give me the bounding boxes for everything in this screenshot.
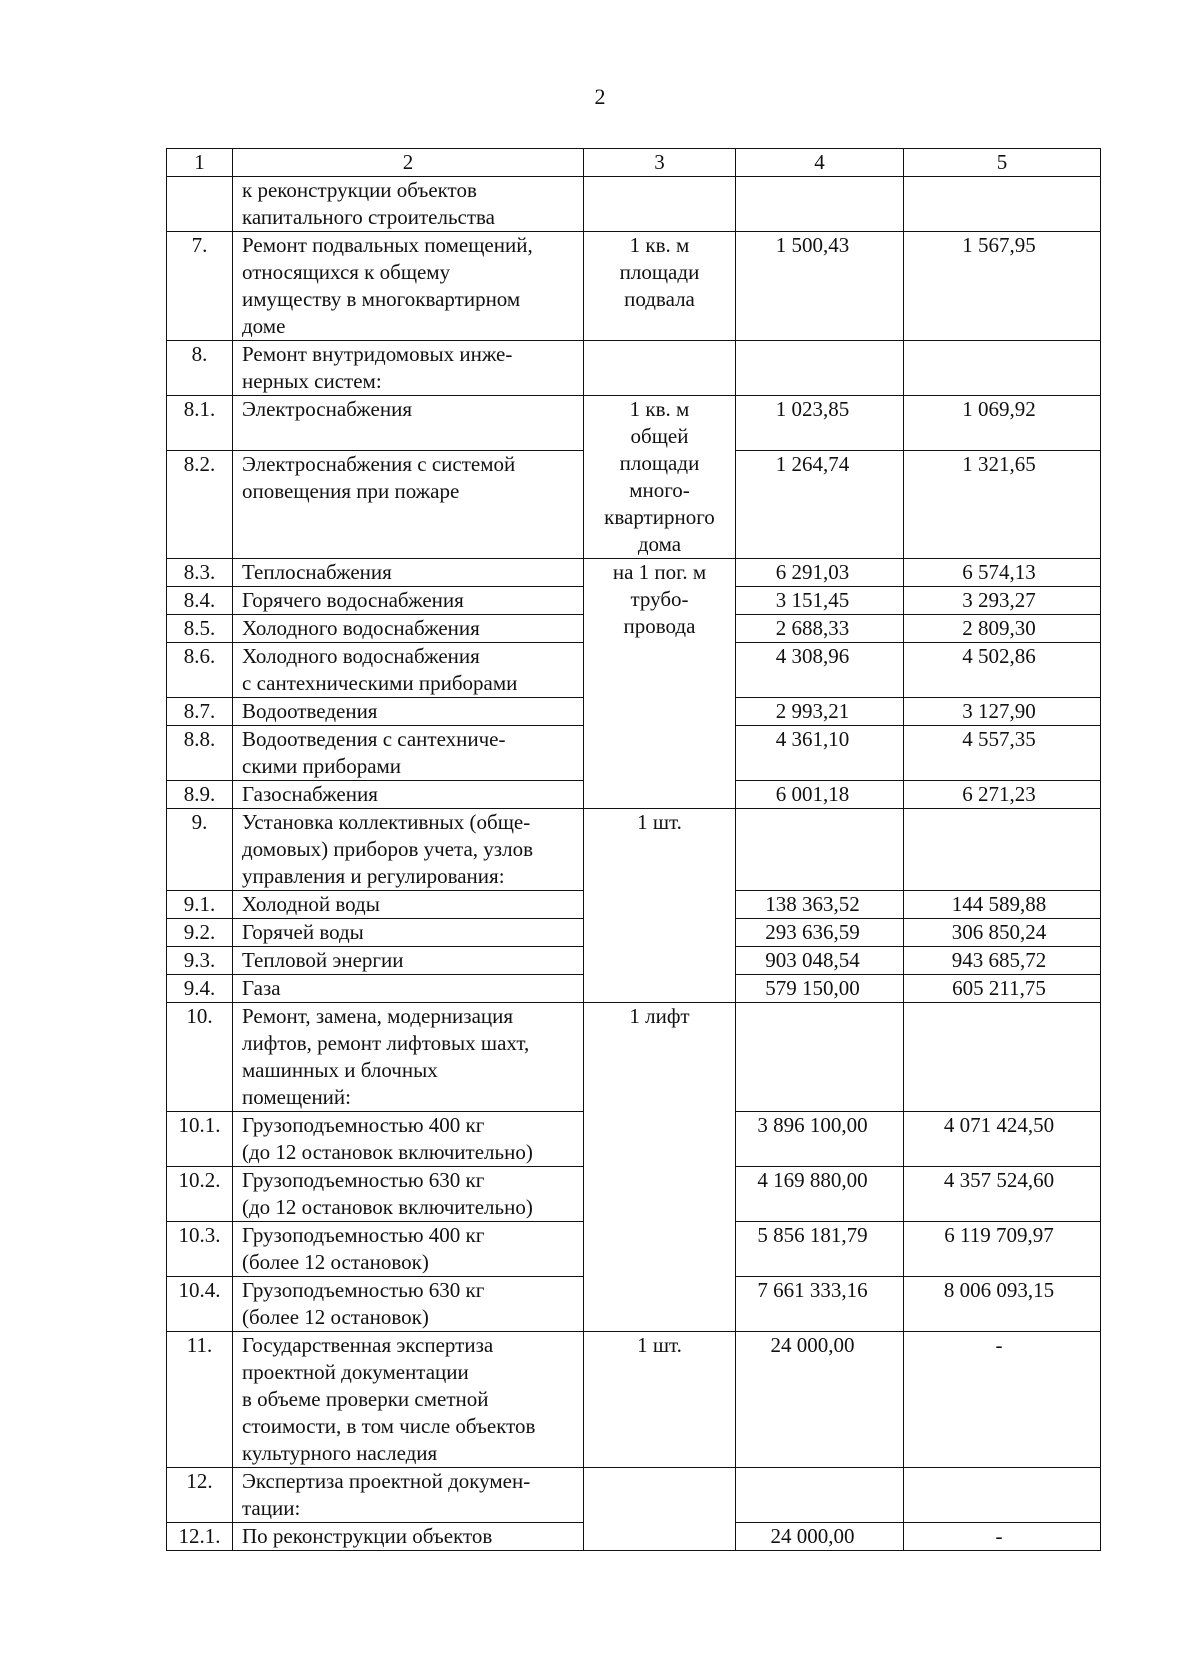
- unit-line: 1 кв. м: [629, 233, 690, 257]
- description-line: домовых) приборов учета, узлов: [242, 837, 533, 861]
- row-number: 8.6.: [167, 643, 233, 698]
- price-col4: 4 308,96: [736, 643, 904, 698]
- row-description: [233, 698, 584, 726]
- unit-cell: [584, 1003, 736, 1332]
- price-col5: [904, 177, 1101, 232]
- price-col5: [904, 1003, 1101, 1112]
- row-number: 11.: [167, 1332, 233, 1468]
- row-description: [233, 1112, 584, 1167]
- description-line: имуществу в многоквартирном: [242, 287, 521, 311]
- price-col5: 1 069,92: [904, 396, 1101, 451]
- unit-line: провода: [623, 614, 696, 638]
- description-line: (до 12 остановок включительно): [242, 1195, 533, 1219]
- price-col4: 6 291,03: [736, 559, 904, 587]
- row-number: 8.5.: [167, 615, 233, 643]
- price-col4: [736, 177, 904, 232]
- row-number: 10.: [167, 1003, 233, 1112]
- price-col5: [904, 341, 1101, 396]
- row-number: 10.4.: [167, 1277, 233, 1332]
- price-col5: 4 502,86: [904, 643, 1101, 698]
- row-number: 8.3.: [167, 559, 233, 587]
- price-col5: 8 006 093,15: [904, 1277, 1101, 1332]
- row-number: 9.1.: [167, 891, 233, 919]
- price-col5: [904, 1468, 1101, 1523]
- description-line: Государственная экспертиза: [242, 1333, 494, 1357]
- price-col4: 5 856 181,79: [736, 1222, 904, 1277]
- row-description: [233, 1523, 584, 1551]
- description-line: Грузоподъемностью 630 кг: [242, 1168, 485, 1192]
- header-row: [167, 149, 1101, 177]
- price-col5: 2 809,30: [904, 615, 1101, 643]
- tariff-table: [166, 148, 1101, 1551]
- table-row: [167, 1003, 1101, 1112]
- row-description: [233, 1468, 584, 1523]
- description-line: помещений:: [242, 1085, 351, 1109]
- price-col4: 1 023,85: [736, 396, 904, 451]
- header-cell: 3: [584, 149, 736, 177]
- row-number: 12.: [167, 1468, 233, 1523]
- unit-line: 1 кв. м: [629, 397, 690, 421]
- description-line: Экспертиза проектной докумен-: [242, 1469, 531, 1493]
- description-line: управления и регулирования:: [242, 864, 505, 888]
- price-col5: 605 211,75: [904, 975, 1101, 1003]
- row-number: 7.: [167, 232, 233, 341]
- description-line: капитального строительства: [242, 205, 495, 229]
- row-description: [233, 919, 584, 947]
- unit-cell: [584, 1332, 736, 1468]
- row-number: 10.1.: [167, 1112, 233, 1167]
- price-col5: 4 357 524,60: [904, 1167, 1101, 1222]
- row-number: [167, 177, 233, 232]
- price-col5: 3 127,90: [904, 698, 1101, 726]
- unit-cell: [584, 1468, 736, 1551]
- unit-line: 1 шт.: [637, 810, 682, 834]
- row-description: [233, 643, 584, 698]
- price-col5: 6 574,13: [904, 559, 1101, 587]
- price-col4: 4 169 880,00: [736, 1167, 904, 1222]
- description-line: оповещения при пожаре: [242, 478, 460, 503]
- unit-line: много-: [629, 478, 690, 502]
- row-description: [233, 177, 584, 232]
- price-col5: -: [904, 1332, 1101, 1468]
- description-line: По реконструкции объектов: [242, 1524, 493, 1548]
- row-description: [233, 232, 584, 341]
- row-number: 8.: [167, 341, 233, 396]
- unit-cell: [584, 232, 736, 341]
- description-line: Водоотведения с сантехниче-: [242, 727, 506, 751]
- price-col5: 1 567,95: [904, 232, 1101, 341]
- row-number: 9.3.: [167, 947, 233, 975]
- header-cell: 5: [904, 149, 1101, 177]
- description-line: скими приборами: [242, 754, 402, 778]
- description-line: стоимости, в том числе объектов: [242, 1414, 536, 1438]
- price-col4: 3 151,45: [736, 587, 904, 615]
- row-number: 8.9.: [167, 781, 233, 809]
- price-col5: 144 589,88: [904, 891, 1101, 919]
- header-cell: 2: [233, 149, 584, 177]
- unit-line: площади: [619, 260, 700, 284]
- unit-cell: [584, 341, 736, 396]
- description-line: Электроснабжения: [242, 397, 412, 421]
- unit-line: 1 шт.: [637, 1333, 682, 1357]
- description-line: проектной документации: [242, 1360, 469, 1384]
- unit-line: подвала: [624, 287, 695, 311]
- price-col4: 2 993,21: [736, 698, 904, 726]
- row-description: [233, 1277, 584, 1332]
- row-description: [233, 726, 584, 781]
- description-line: Горячей воды: [242, 920, 364, 944]
- unit-line: площади: [619, 451, 700, 475]
- price-col4: 903 048,54: [736, 947, 904, 975]
- row-number: 9.: [167, 809, 233, 891]
- description-line: Холодного водоснабжения: [242, 644, 480, 668]
- unit-line: трубо-: [630, 587, 689, 611]
- price-col4: 6 001,18: [736, 781, 904, 809]
- description-line: (более 12 остановок): [242, 1305, 429, 1329]
- row-description: [233, 1003, 584, 1112]
- description-line: Ремонт подвальных помещений,: [242, 233, 533, 257]
- row-description: [233, 341, 584, 396]
- unit-cell: [584, 177, 736, 232]
- page-number: 2: [594, 84, 606, 109]
- price-col4: 1 264,74: [736, 450, 904, 558]
- price-col5: 943 685,72: [904, 947, 1101, 975]
- row-description: [233, 947, 584, 975]
- row-description: [233, 1222, 584, 1277]
- price-col4: [736, 341, 904, 396]
- price-col5: 4 557,35: [904, 726, 1101, 781]
- row-number: 8.8.: [167, 726, 233, 781]
- description-line: Грузоподъемностью 400 кг: [242, 1113, 485, 1137]
- description-line: Ремонт внутридомовых инже-: [242, 342, 513, 366]
- price-col4: 138 363,52: [736, 891, 904, 919]
- header-cell: 1: [167, 149, 233, 177]
- table-row: [167, 341, 1101, 396]
- unit-cell: [584, 559, 736, 809]
- row-description: [233, 1167, 584, 1222]
- unit-line: квартирного: [604, 505, 715, 529]
- row-description: [233, 891, 584, 919]
- row-description: [233, 587, 584, 615]
- unit-cell: [584, 809, 736, 1003]
- table-row: [167, 559, 1101, 587]
- description-line: тации:: [242, 1496, 301, 1520]
- table-row: [167, 809, 1101, 891]
- description-line: доме: [242, 314, 286, 338]
- price-col5: 1 321,65: [904, 450, 1101, 558]
- description-line: (более 12 остановок): [242, 1250, 429, 1274]
- row-number: 9.4.: [167, 975, 233, 1003]
- price-col5: 306 850,24: [904, 919, 1101, 947]
- table-row: [167, 177, 1101, 232]
- price-col4: 293 636,59: [736, 919, 904, 947]
- row-number: 9.2.: [167, 919, 233, 947]
- description-line: Холодной воды: [242, 892, 380, 916]
- price-col4: 579 150,00: [736, 975, 904, 1003]
- description-line: культурного наследия: [242, 1441, 438, 1465]
- price-col4: [736, 1003, 904, 1112]
- description-line: Холодного водоснабжения: [242, 616, 480, 640]
- table-row: [167, 1332, 1101, 1468]
- description-line: Электроснабжения с системой: [242, 451, 516, 476]
- header-cell: 4: [736, 149, 904, 177]
- price-col4: 3 896 100,00: [736, 1112, 904, 1167]
- row-number: 10.3.: [167, 1222, 233, 1277]
- price-col4: 1 500,43: [736, 232, 904, 341]
- description-line: (до 12 остановок включительно): [242, 1140, 533, 1164]
- price-col4: 7 661 333,16: [736, 1277, 904, 1332]
- unit-line: на 1 пог. м: [612, 560, 707, 584]
- row-description: [233, 615, 584, 643]
- description-line: Установка коллективных (обще-: [242, 810, 531, 834]
- unit-line: дома: [637, 532, 682, 556]
- row-number: 8.1.: [167, 396, 233, 451]
- description-line: относящихся к общему: [242, 260, 451, 284]
- description-line: лифтов, ремонт лифтовых шахт,: [242, 1031, 530, 1055]
- description-line: нерных систем:: [242, 369, 382, 393]
- row-number: 8.7.: [167, 698, 233, 726]
- row-description: [233, 809, 584, 891]
- description-line: Горячего водоснабжения: [242, 588, 464, 612]
- table-row: [167, 232, 1101, 341]
- row-description: [233, 781, 584, 809]
- price-col5: 3 293,27: [904, 587, 1101, 615]
- description-line: Газоснабжения: [242, 782, 378, 806]
- row-number: 8.4.: [167, 587, 233, 615]
- price-col4: 24 000,00: [736, 1332, 904, 1468]
- price-col4: 4 361,10: [736, 726, 904, 781]
- unit-cell: [584, 396, 736, 559]
- row-description: [233, 559, 584, 587]
- description-line: Ремонт, замена, модернизация: [242, 1004, 514, 1028]
- description-line: с сантехническими приборами: [242, 671, 518, 695]
- table-row: [167, 396, 1101, 451]
- description-line: Газа: [242, 976, 281, 1000]
- description-line: Тепловой энергии: [242, 948, 404, 972]
- price-col5: [904, 809, 1101, 891]
- description-line: машинных и блочных: [242, 1058, 438, 1082]
- row-description: [233, 450, 584, 558]
- description-line: Грузоподъемностью 630 кг: [242, 1278, 485, 1302]
- row-description: [233, 975, 584, 1003]
- price-col4: [736, 1468, 904, 1523]
- price-col5: 6 119 709,97: [904, 1222, 1101, 1277]
- row-number: 8.2.: [167, 450, 233, 558]
- price-col4: 2 688,33: [736, 615, 904, 643]
- price-col5: 4 071 424,50: [904, 1112, 1101, 1167]
- unit-line: 1 лифт: [629, 1004, 690, 1028]
- row-description: [233, 1332, 584, 1468]
- row-description: [233, 396, 584, 451]
- description-line: Теплоснабжения: [242, 560, 392, 584]
- description-line: в объеме проверки сметной: [242, 1387, 489, 1411]
- price-col4: [736, 809, 904, 891]
- description-line: Водоотведения: [242, 699, 378, 723]
- row-number: 10.2.: [167, 1167, 233, 1222]
- row-number: 12.1.: [167, 1523, 233, 1551]
- description-line: к реконструкции объектов: [242, 178, 477, 202]
- description-line: Грузоподъемностью 400 кг: [242, 1223, 485, 1247]
- price-col4: 24 000,00: [736, 1523, 904, 1551]
- unit-line: общей: [630, 424, 689, 448]
- table-row: [167, 1468, 1101, 1523]
- price-col5: -: [904, 1523, 1101, 1551]
- price-col5: 6 271,23: [904, 781, 1101, 809]
